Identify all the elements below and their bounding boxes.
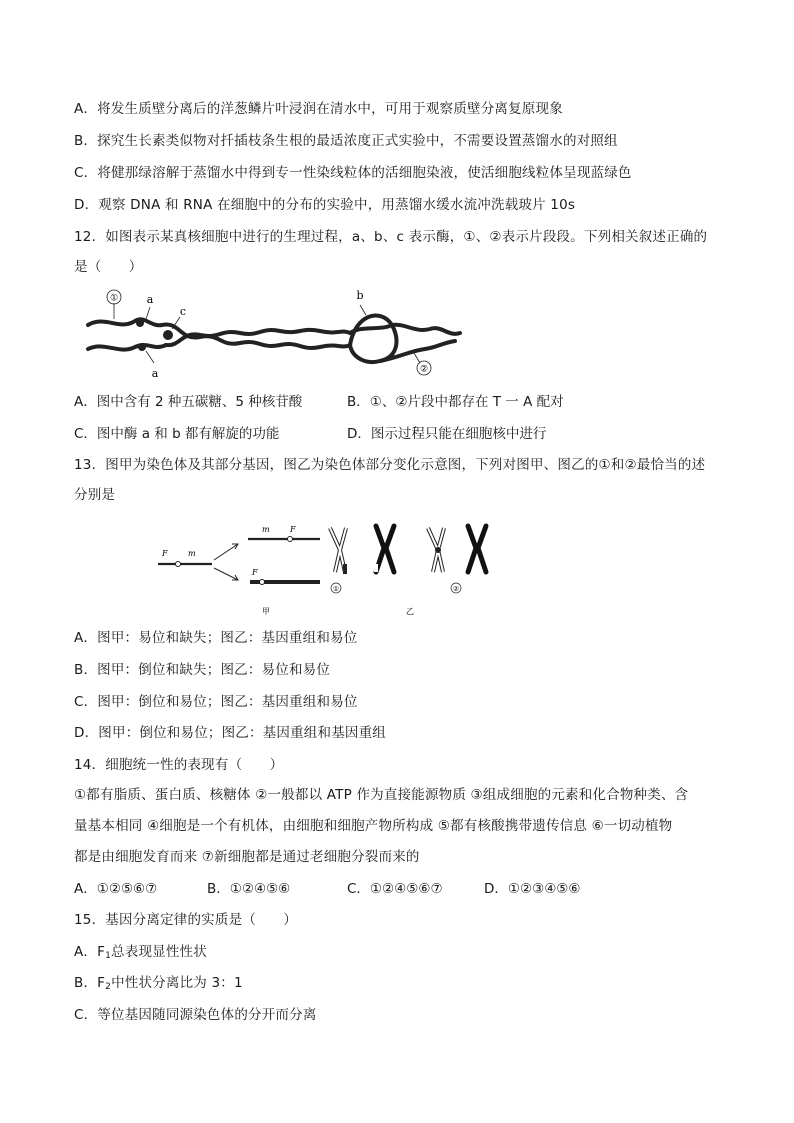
q13-option-c: C．图甲：倒位和易位；图乙：基因重组和易位	[74, 694, 358, 710]
q11-option-d: D．观察 DNA 和 RNA 在细胞中的分布的实验中，用蒸馏水缓水流冲洗载玻片 10s	[74, 197, 576, 213]
q14-option-c: C．①②④⑤⑥⑦	[347, 881, 443, 897]
q11-option-c: C．将健那绿溶解于蒸馏水中得到专一性染线粒体的活细胞染液，使活细胞线粒体呈现蓝绿色	[74, 165, 632, 181]
q14-option-b: B．①②④⑤⑥	[207, 881, 291, 897]
q13-label-left-m: m	[188, 549, 196, 558]
q15-option-a	[74, 942, 207, 966]
q13-label-circle2: ②	[452, 585, 460, 593]
q12-label-circle1: ①	[109, 293, 119, 304]
q13-option-a: A．图甲：易位和缺失；图乙：基因重组和易位	[74, 630, 358, 646]
q11-option-b: B．探究生长素类似物对扦插枝条生根的最适浓度正式实验中，不需要设置蒸馏水的对照组	[74, 133, 618, 149]
q13-option-d: D．图甲：倒位和易位；图乙：基因重组和基因重组	[74, 725, 386, 741]
q12-option-b: B．①、②片段中都存在 T 一 A 配对	[347, 394, 564, 410]
q15-stem: 15．基因分离定律的实质是（ ）	[74, 912, 298, 928]
q13-label-yi: 乙	[406, 607, 414, 616]
q13-label-bottom-F: F	[252, 568, 258, 577]
q12-options-row2	[74, 424, 714, 444]
q12-option-d: D．图示过程只能在细胞核中进行	[347, 426, 547, 442]
q14-options-row	[74, 879, 714, 899]
q12-stem-line1: 12．如图表示某真核细胞中进行的生理过程，a、b、c 表示酶，①、②表示片段段。下列相关叙述正确的	[74, 229, 708, 245]
q12-label-a-top: a	[146, 293, 154, 306]
q13-stem-line1: 13．图甲为染色体及其部分基因，图乙为染色体部分变化示意图，下列对图甲、图乙的①和②最恰当的述	[74, 457, 706, 473]
q12-option-c: C．图中酶 a 和 b 都有解旋的功能	[74, 426, 280, 442]
q13-label-circle1: ①	[332, 585, 340, 593]
q12-label-a-bottom: a	[151, 367, 159, 380]
q11-option-a: A．将发生质壁分离后的洋葱鳞片叶浸润在清水中，可用于观察质壁分离复原现象	[74, 101, 563, 117]
q13-stem-line2: 分别是	[74, 487, 116, 503]
q14-statements-line2: 量基本相同 ④细胞是一个有机体，由细胞和细胞产物所构成 ⑤都有核酸携带遗传信息 ⑥一切动植物	[74, 818, 673, 834]
q15-option-a-text: 总表现显性性状	[111, 944, 207, 960]
q13-label-left-F: F	[162, 549, 168, 558]
q12-label-c: c	[179, 305, 187, 318]
q13-label-top-F: F	[290, 525, 296, 534]
q12-option-a: A．图中含有 2 种五碳糖、5 种核苷酸	[74, 394, 303, 410]
q12-label-b: b	[356, 289, 364, 302]
q13-option-b: B．图甲：倒位和缺失；图乙：易位和易位	[74, 662, 331, 678]
q15-option-b	[74, 973, 243, 997]
q15-option-b-subscript: 2	[105, 982, 112, 992]
q14-stem: 14．细胞统一性的表现有（ ）	[74, 757, 284, 773]
q15-option-b-text: 中性状分离比为 3：1	[111, 975, 243, 991]
q15-option-b-prefix: B．F	[74, 975, 106, 991]
q13-label-top-m: m	[262, 525, 270, 534]
q13-label-jia: 甲	[262, 607, 270, 616]
q12-options-row1	[74, 392, 714, 412]
q15-option-c: C．等位基因随同源染色体的分开而分离	[74, 1007, 317, 1023]
q14-option-d: D．①②③④⑤⑥	[484, 881, 581, 897]
q13-chromosome-figure	[150, 520, 500, 620]
q14-option-a: A．①②⑤⑥⑦	[74, 881, 158, 897]
q12-dna-replication-figure	[80, 285, 480, 385]
q15-option-a-subscript: 1	[105, 951, 112, 961]
q15-option-a-prefix: A．F	[74, 944, 106, 960]
q14-statements-line3: 都是由细胞发育而来 ⑦新细胞都是通过老细胞分裂而来的	[74, 849, 420, 865]
q12-stem-line2: 是（ ）	[74, 259, 143, 275]
q14-statements-line1: ①都有脂质、蛋白质、核糖体 ②一般都以 ATP 作为直接能源物质 ③组成细胞的元素和化合物种类、含	[74, 787, 689, 803]
q12-label-circle2: ②	[419, 364, 429, 375]
